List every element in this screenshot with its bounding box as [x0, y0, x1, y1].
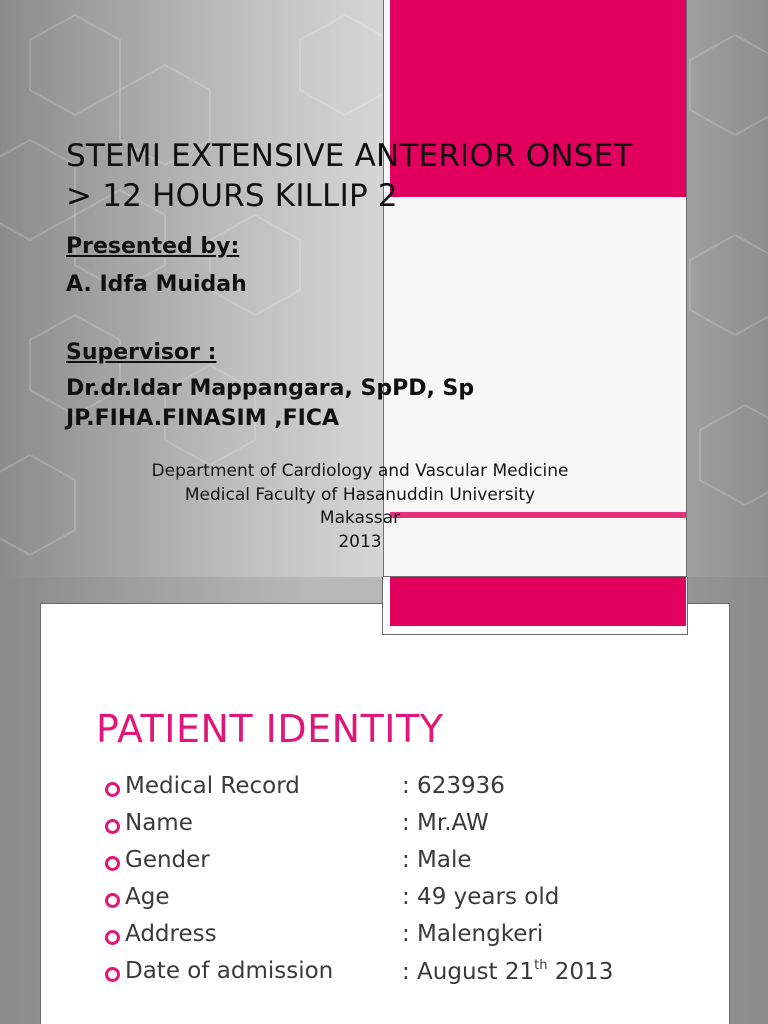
field-value [402, 958, 613, 985]
presenter-name: A. Idfa Muidah [66, 272, 247, 297]
field-value: : Malengkeri [402, 921, 544, 947]
list-item [100, 847, 720, 884]
list-item [100, 958, 720, 995]
patient-identity-slide [0, 577, 768, 1024]
title-line-2: > 12 HOURS KILLIP 2 [66, 178, 398, 214]
field-value: : 623936 [402, 773, 505, 799]
field-value: : 49 years old [402, 884, 560, 910]
circle-bullet-icon [105, 967, 120, 982]
field-label: Name [125, 810, 193, 836]
field-value: : Mr.AW [402, 810, 489, 836]
field-label: Address [125, 921, 217, 947]
supervisor-line-1: Dr.dr.Idar Mappangara, SpPD, Sp [66, 376, 475, 401]
supervisor-line-2: JP.FIHA.FINASIM ,FICA [66, 406, 340, 431]
field-label: Gender [125, 847, 210, 873]
field-value: : Male [402, 847, 472, 873]
affiliation-block [0, 460, 720, 554]
city-name: Makassar [319, 508, 401, 528]
presentation-title [66, 136, 756, 216]
accent-tab [390, 577, 686, 626]
list-item [100, 810, 720, 847]
list-item [100, 921, 720, 958]
date-year: 2013 [547, 959, 614, 985]
circle-bullet-icon [105, 930, 120, 945]
list-item [100, 884, 720, 921]
field-label: Age [125, 884, 170, 910]
circle-bullet-icon [105, 782, 120, 797]
field-label: Date of admission [125, 958, 334, 984]
presentation-year: 2013 [338, 531, 382, 552]
list-item [100, 773, 720, 810]
date-main: : August 21 [402, 959, 535, 985]
slide-title: PATIENT IDENTITY [96, 707, 444, 751]
department-name: Department of Cardiology and Vascular Medicine [151, 461, 569, 481]
patient-details-list [100, 773, 720, 995]
field-label: Medical Record [125, 773, 300, 799]
circle-bullet-icon [105, 893, 120, 908]
supervisor-label: Supervisor : [66, 340, 217, 365]
circle-bullet-icon [105, 819, 120, 834]
title-line-1: STEMI EXTENSIVE ANTERIOR ONSET [66, 138, 633, 174]
circle-bullet-icon [105, 856, 120, 871]
date-ordinal-suffix: th [534, 958, 548, 973]
faculty-name: Medical Faculty of Hasanuddin University [184, 484, 536, 505]
presented-by-label: Presented by: [66, 234, 240, 259]
